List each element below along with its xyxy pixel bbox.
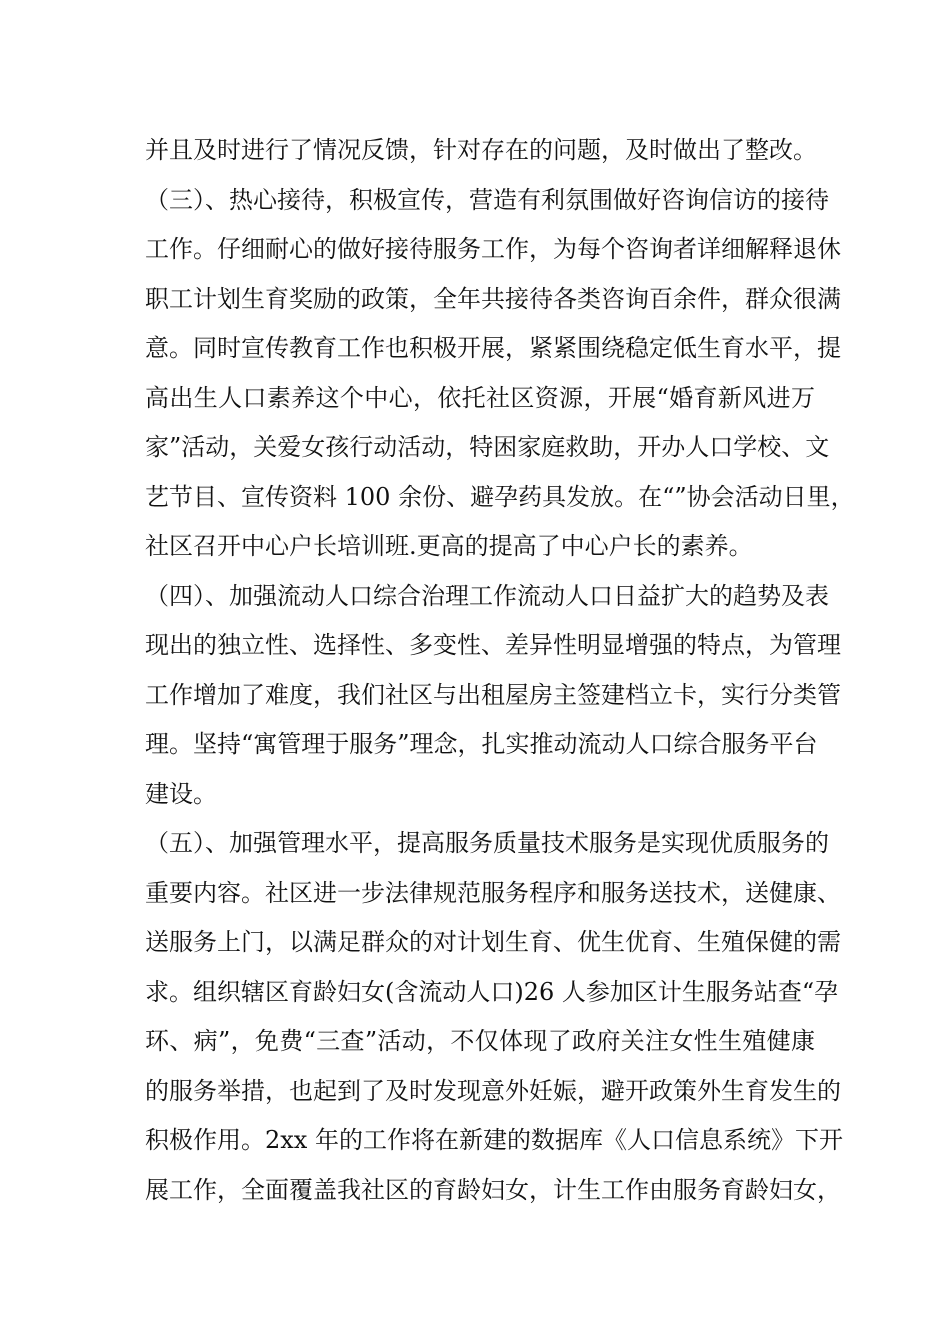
paragraph-first-line: （三）、热心接待，积极宣传，营造有利氛围做好咨询信访的接待 [145, 185, 829, 214]
paragraph-line: 工作。仔细耐心的做好接待服务工作，为每个咨询者详细解释退休 [145, 235, 841, 263]
paragraph-line: 社区召开中心户长培训班.更高的提高了中心户长的素养。 [145, 532, 753, 560]
paragraph-line: 送服务上门，以满足群众的对计划生育、优生优育、生殖保健的需 [145, 928, 841, 956]
document-body [145, 126, 855, 1215]
paragraph-first-line: （四）、加强流动人口综合治理工作流动人口日益扩大的趋势及表 [145, 581, 829, 610]
paragraph-line: 家”活动，关爱女孩行动活动，特困家庭救助，开办人口学校、文 [145, 433, 830, 461]
paragraph-line: 并且及时进行了情况反馈，针对存在的问题，及时做出了整改。 [145, 136, 817, 164]
paragraph-first-line: （五）、加强管理水平，提高服务质量技术服务是实现优质服务的 [145, 829, 829, 857]
paragraph-line: 的服务举措，也起到了及时发现意外妊娠，避开政策外生育发生的 [145, 1076, 841, 1105]
paragraph-line: 艺节目、宣传资料 100 余份、避孕药具发放。在“”协会活动日里， [145, 482, 855, 511]
paragraph-line: 建设。 [145, 779, 217, 808]
paragraph-line: 求。组织辖区育龄妇女(含流动人口)26 人参加区计生服务站查“孕 [145, 977, 839, 1006]
paragraph-line: 积极作用。2xx 年的工作将在新建的数据库《人口信息系统》下开 [145, 1126, 843, 1154]
paragraph-line: 环、病”，免费“三查”活动，不仅体现了政府关注女性生殖健康 [145, 1027, 815, 1055]
paragraph-line: 工作增加了难度，我们社区与出租屋房主签建档立卡，实行分类管 [145, 680, 841, 709]
paragraph-line: 理。坚持“寓管理于服务”理念，扎实推动流动人口综合服务平台 [145, 730, 818, 758]
paragraph-line: 展工作，全面覆盖我社区的育龄妇女，计生工作由服务育龄妇女， [145, 1175, 841, 1204]
paragraph-line: 高出生人口素养这个中心，依托社区资源，开展“婚育新风进万 [145, 383, 815, 412]
paragraph-line: 意。同时宣传教育工作也积极开展，紧紧围绕稳定低生育水平，提 [145, 334, 841, 362]
paragraph-line: 现出的独立性、选择性、多变性、差异性明显增强的特点，为管理 [145, 631, 841, 659]
paragraph-line: 职工计划生育奖励的政策，全年共接待各类咨询百余件，群众很满 [145, 284, 841, 313]
paragraph-line: 重要内容。社区进一步法律规范服务程序和服务送技术，送健康、 [145, 878, 841, 907]
